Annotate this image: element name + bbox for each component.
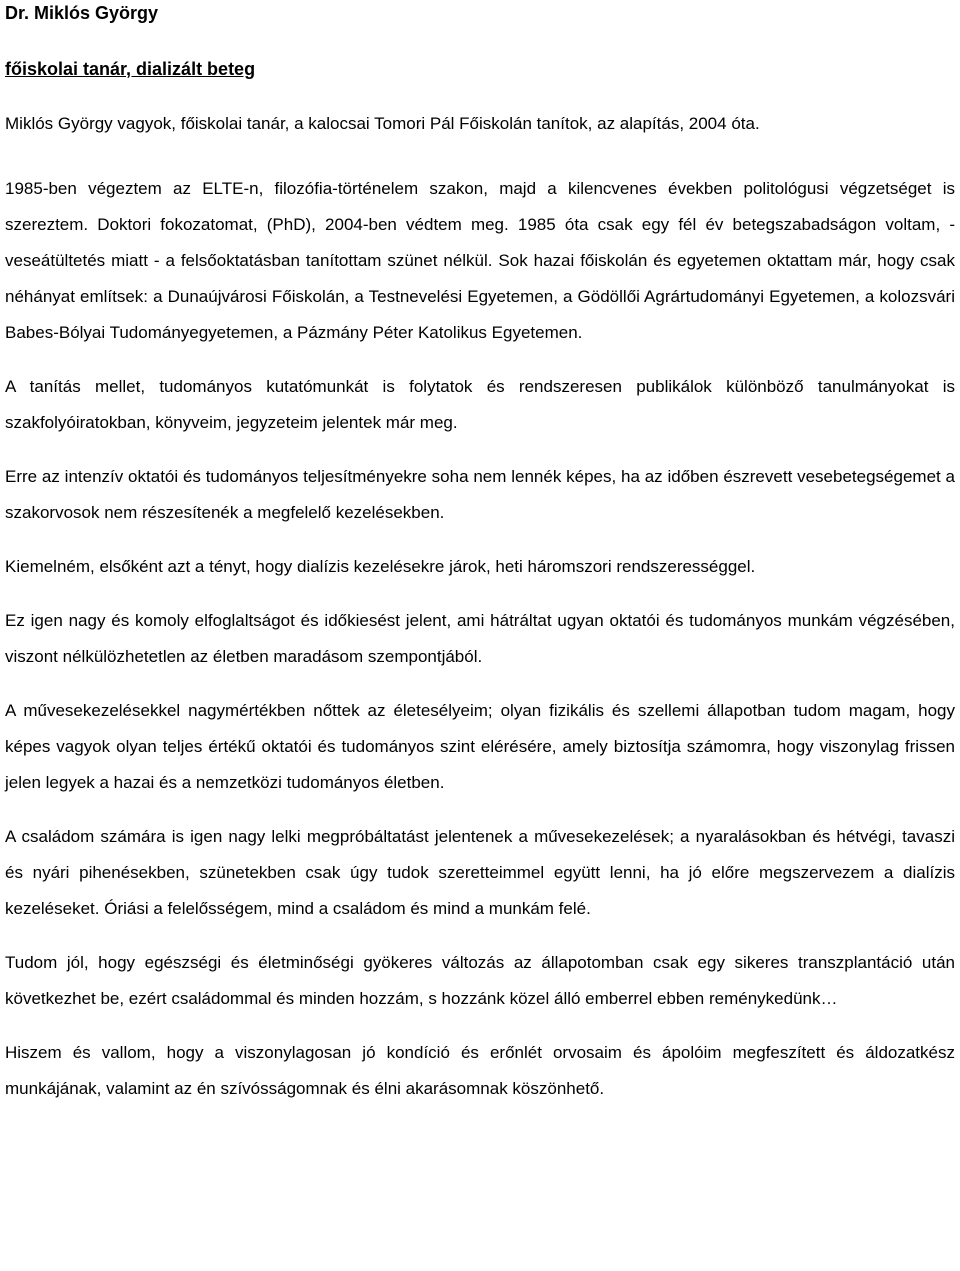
paragraph-introduction: Miklós György vagyok, főiskolai tanár, a kalocsai Tomori Pál Főiskolán tanítok, az alapítás, 2004 óta. <box>5 114 760 133</box>
paragraph-family: A családom számára is igen nagy lelki megpróbáltatást jelentenek a művesekezelések; a nyaralásokban és hétvégi, tavaszi és nyári pihenésekben, szünetekben csak úgy tudok szeretteimmel együtt lenni, ha jó előre megszervezem a dialízis kezeléseket. Óriási a felelősségem, mind a családom és mind a munkám felé. <box>5 827 955 918</box>
paragraph-time-cost: Ez igen nagy és komoly elfoglaltságot és időkiesést jelent, ami hátráltat ugyan oktatói és tudományos munkám végzésében, viszont nélkülözhetetlen az életben maradásom szempontjából. <box>5 611 955 666</box>
document-subtitle: főiskolai tanár, dializált beteg <box>5 59 256 79</box>
paragraph-life-chances: A művesekezelésekkel nagymértékben nőttek az életesélyeim; olyan fizikális és szellemi állapotban tudom magam, hogy képes vagyok olyan teljes értékű oktatói és tudományos szint elérésére, amely biztosítja számomra, hogy viszonylag frissen jelen legyek a hazai és a nemzetközi tudományos életben. <box>5 701 955 792</box>
paragraph-education: 1985-ben végeztem az ELTE-n, filozófia-történelem szakon, majd a kilencvenes években politológusi végzetséget is szereztem. Doktori fokozatomat, (PhD), 2004-ben védtem meg. 1985 óta csak egy fél év betegszabadságon voltam, - veseátültetés miatt - a felsőoktatásban tanítottam szünet nélkül. Sok hazai főiskolán és egyetemen oktattam már, hogy csak néhányat említsek: a Dunaújvárosi Főiskolán, a Testnevelési Egyetemen, a Gödöllői Agrártudományi Egyetemen, a kolozsvári Babes-Bólyai Tudományegyetemen, a Pázmány Péter Katolikus Egyetemen. <box>5 179 955 342</box>
paragraph-transplant: Tudom jól, hogy egészségi és életminőségi gyökeres változás az állapotomban csak egy sikeres transzplantáció után következhet be, ezért családommal és minden hozzám, s hozzánk közel álló emberrel ebben reménykedünk… <box>5 953 955 1008</box>
paragraph-dialysis: Kiemelném, elsőként azt a tényt, hogy dialízis kezelésekre járok, heti háromszori rendszerességgel. <box>5 557 756 576</box>
paragraph-research: A tanítás mellet, tudományos kutatómunkát is folytatok és rendszeresen publikálok különböző tanulmányokat is szakfolyóiratokban, könyveim, jegyzeteim jelentek már meg. <box>5 377 955 432</box>
document-title: Dr. Miklós György <box>5 3 159 23</box>
document-page <box>5 0 955 1107</box>
paragraph-gratitude: Hiszem és vallom, hogy a viszonylagosan jó kondíció és erőnlét orvosaim és ápolóim megfeszített és áldozatkész munkájának, valamint az én szívósságomnak és élni akarásomnak köszönhető. <box>5 1043 955 1098</box>
paragraph-performance: Erre az intenzív oktatói és tudományos teljesítményekre soha nem lennék képes, ha az időben észrevett vesebetegségemet a szakorvosok nem részesítenék a megfelelő kezelésekben. <box>5 467 955 522</box>
